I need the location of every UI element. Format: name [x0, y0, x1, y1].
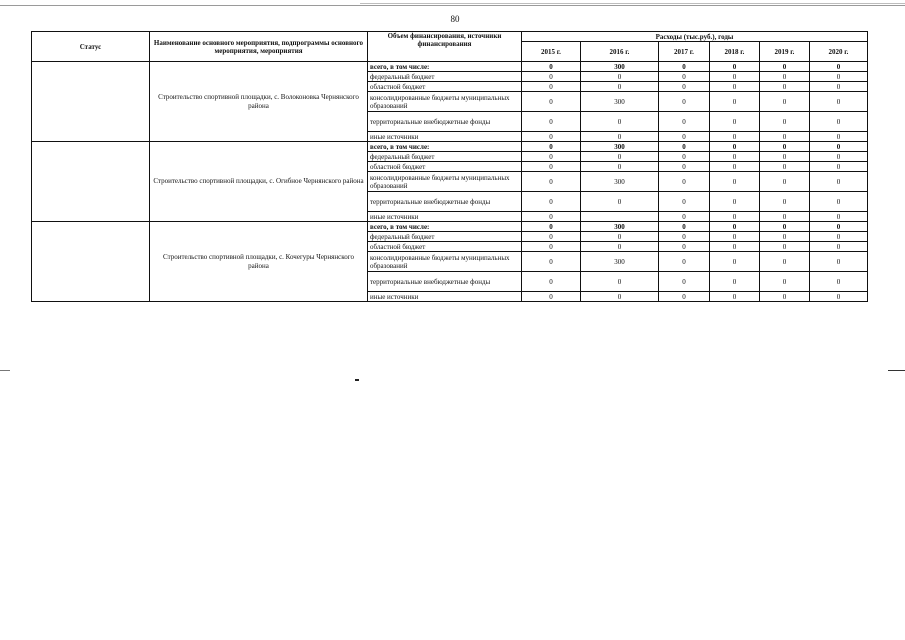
header-year: 2017 г. [659, 42, 710, 62]
value-cell: 0 [810, 92, 868, 112]
value-cell: 0 [810, 132, 868, 142]
value-cell: 0 [710, 72, 760, 82]
value-cell: 0 [760, 162, 810, 172]
value-cell: 300 [581, 92, 659, 112]
header-expenses: Расходы (тыс.руб.), годы [522, 32, 868, 42]
table-header [32, 32, 868, 62]
value-cell: 0 [581, 112, 659, 132]
value-cell: 0 [760, 212, 810, 222]
value-cell: 0 [710, 272, 760, 292]
value-cell: 0 [760, 62, 810, 72]
value-cell: 0 [760, 232, 810, 242]
value-cell: 0 [710, 62, 760, 72]
funding-source-cell: федеральный бюджет [368, 72, 522, 82]
value-cell: 0 [810, 192, 868, 212]
value-cell: 0 [659, 112, 710, 132]
value-cell: 0 [522, 92, 581, 112]
value-cell: 0 [810, 232, 868, 242]
header-activity-name: Наименование основного мероприятия, подпрограммы основного мероприятия, мероприятия [150, 32, 368, 62]
value-cell: 0 [522, 222, 581, 232]
value-cell: 0 [710, 162, 760, 172]
value-cell: 0 [522, 132, 581, 142]
value-cell: 300 [581, 252, 659, 272]
value-cell: 0 [710, 222, 760, 232]
value-cell: 0 [581, 72, 659, 82]
value-cell: 0 [659, 292, 710, 302]
value-cell: 0 [659, 82, 710, 92]
value-cell: 0 [659, 272, 710, 292]
header-year: 2015 г. [522, 42, 581, 62]
value-cell: 0 [522, 162, 581, 172]
value-cell: 0 [581, 132, 659, 142]
value-cell: 0 [659, 152, 710, 162]
value-cell: 0 [659, 132, 710, 142]
value-cell: 0 [522, 212, 581, 222]
value-cell: 0 [522, 292, 581, 302]
funding-source-cell: консолидированные бюджеты муниципальных образований [368, 92, 522, 112]
value-cell: 0 [710, 212, 760, 222]
scan-speck [355, 379, 359, 381]
value-cell: 0 [659, 92, 710, 112]
value-cell: 0 [659, 62, 710, 72]
value-cell: 0 [522, 62, 581, 72]
value-cell: 0 [810, 292, 868, 302]
value-cell: 0 [710, 152, 760, 162]
value-cell: 0 [810, 252, 868, 272]
value-cell: 0 [810, 142, 868, 152]
value-cell: 0 [659, 142, 710, 152]
value-cell: 0 [710, 112, 760, 132]
value-cell: 0 [760, 252, 810, 272]
value-cell: 0 [710, 82, 760, 92]
value-cell: 0 [581, 292, 659, 302]
value-cell: 0 [710, 232, 760, 242]
scan-top-edge-secondary [360, 3, 905, 4]
value-cell: 0 [659, 212, 710, 222]
value-cell: 0 [522, 82, 581, 92]
value-cell: 0 [522, 112, 581, 132]
value-cell: 0 [581, 242, 659, 252]
value-cell: 0 [522, 192, 581, 212]
activity-name-cell: Строительство спортивной площадки, с. Огибное Чернянского района [150, 142, 368, 222]
header-year: 2018 г. [710, 42, 760, 62]
value-cell: 0 [522, 152, 581, 162]
header-funding: Объем финансирования, источники финансирования [368, 32, 522, 62]
value-cell: 0 [659, 192, 710, 212]
value-cell: 0 [810, 82, 868, 92]
funding-source-cell: иные источники [368, 132, 522, 142]
status-cell [32, 222, 150, 302]
value-cell: 0 [810, 242, 868, 252]
value-cell: 0 [581, 82, 659, 92]
value-cell: 0 [810, 72, 868, 82]
value-cell: 0 [581, 152, 659, 162]
value-cell: 0 [760, 82, 810, 92]
funding-source-cell: консолидированные бюджеты муниципальных образований [368, 252, 522, 272]
value-cell: 0 [760, 222, 810, 232]
value-cell: 0 [522, 142, 581, 152]
value-cell: 0 [522, 72, 581, 82]
value-cell: 0 [710, 132, 760, 142]
value-cell: 0 [659, 172, 710, 192]
funding-source-cell: федеральный бюджет [368, 232, 522, 242]
funding-source-cell: иные источники [368, 292, 522, 302]
scan-top-edge [0, 5, 905, 6]
value-cell: 0 [710, 172, 760, 192]
value-cell: 0 [522, 232, 581, 242]
value-cell: 0 [710, 252, 760, 272]
value-cell: 0 [810, 212, 868, 222]
funding-source-cell: всего, в том числе: [368, 222, 522, 232]
value-cell: 0 [810, 62, 868, 72]
funding-source-cell: иные источники [368, 212, 522, 222]
value-cell: 0 [760, 152, 810, 162]
funding-source-cell: всего, в том числе: [368, 142, 522, 152]
value-cell: 0 [581, 272, 659, 292]
scan-edge-mark-left [0, 370, 10, 371]
activity-name-cell: Строительство спортивной площадки, с. Кочегуры Чернянского района [150, 222, 368, 302]
table-row [32, 62, 868, 72]
value-cell: 0 [760, 292, 810, 302]
value-cell: 0 [810, 152, 868, 162]
value-cell: 0 [659, 162, 710, 172]
funding-source-cell: областной бюджет [368, 162, 522, 172]
table-body [32, 62, 868, 302]
funding-source-cell: федеральный бюджет [368, 152, 522, 162]
value-cell: 0 [760, 92, 810, 112]
funding-source-cell: консолидированные бюджеты муниципальных образований [368, 172, 522, 192]
funding-source-cell: территориальные внебюджетные фонды [368, 192, 522, 212]
value-cell: 0 [581, 232, 659, 242]
value-cell: 0 [760, 172, 810, 192]
value-cell: 0 [659, 222, 710, 232]
value-cell: 0 [760, 132, 810, 142]
value-cell: 0 [659, 242, 710, 252]
status-cell [32, 142, 150, 222]
value-cell [581, 212, 659, 222]
value-cell: 0 [810, 162, 868, 172]
funding-source-cell: всего, в том числе: [368, 62, 522, 72]
value-cell: 0 [710, 292, 760, 302]
value-cell: 0 [810, 272, 868, 292]
scan-edge-mark [888, 370, 905, 371]
funding-source-cell: территориальные внебюджетные фонды [368, 272, 522, 292]
value-cell: 0 [581, 192, 659, 212]
value-cell: 0 [760, 72, 810, 82]
value-cell: 0 [810, 172, 868, 192]
value-cell: 0 [659, 232, 710, 242]
table-row [32, 142, 868, 152]
value-cell: 0 [522, 272, 581, 292]
value-cell: 0 [760, 272, 810, 292]
value-cell: 300 [581, 62, 659, 72]
page-number: 80 [450, 14, 460, 24]
value-cell: 0 [760, 112, 810, 132]
header-year: 2016 г. [581, 42, 659, 62]
funding-source-cell: областной бюджет [368, 82, 522, 92]
value-cell: 0 [760, 192, 810, 212]
value-cell: 0 [659, 252, 710, 272]
status-cell [32, 62, 150, 142]
funding-source-cell: областной бюджет [368, 242, 522, 252]
header-year: 2020 г. [810, 42, 868, 62]
value-cell: 0 [522, 252, 581, 272]
value-cell: 0 [710, 92, 760, 112]
header-year: 2019 г. [760, 42, 810, 62]
value-cell: 0 [581, 162, 659, 172]
value-cell: 300 [581, 172, 659, 192]
value-cell: 0 [810, 112, 868, 132]
table-row [32, 222, 868, 232]
value-cell: 0 [760, 142, 810, 152]
financing-table [31, 31, 868, 302]
value-cell: 300 [581, 222, 659, 232]
value-cell: 0 [659, 72, 710, 82]
value-cell: 0 [522, 172, 581, 192]
activity-name-cell: Строительство спортивной площадки, с. Волоконовка Чернянского района [150, 62, 368, 142]
value-cell: 0 [710, 242, 760, 252]
value-cell: 300 [581, 142, 659, 152]
header-status: Статус [32, 32, 150, 62]
value-cell: 0 [810, 222, 868, 232]
funding-source-cell: территориальные внебюджетные фонды [368, 112, 522, 132]
value-cell: 0 [710, 192, 760, 212]
value-cell: 0 [710, 142, 760, 152]
value-cell: 0 [522, 242, 581, 252]
value-cell: 0 [760, 242, 810, 252]
